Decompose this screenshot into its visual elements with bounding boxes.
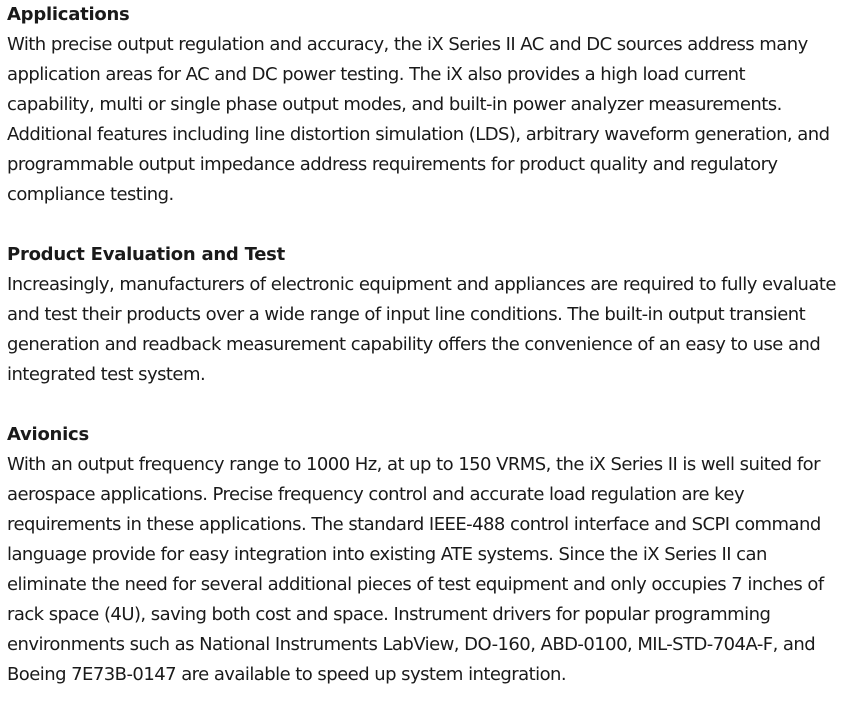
section-body: Increasingly, manufacturers of electronic equipment and appliances are required to fully evaluate and test their products over a wide range of input line conditions. The built-in output transient generation and readback measurement capability offers the convenience of an easy to use and integrated test system. [7, 274, 836, 385]
section-heading: Applications [7, 4, 130, 25]
section-applications [7, 0, 837, 210]
section-product-evaluation [7, 240, 837, 390]
section-body: With precise output regulation and accuracy, the iX Series II AC and DC sources address many application areas for AC and DC power testing. The iX also provides a high load current capability, multi or single phase output modes, and built-in power analyzer measurements. Additional features including line distortion simulation (LDS), arbitrary waveform generation, and programmable output impedance address requirements for product quality and regulatory compliance testing. [7, 34, 830, 205]
section-avionics [7, 420, 837, 690]
section-heading: Avionics [7, 424, 89, 445]
section-body: With an output frequency range to 1000 Hz, at up to 150 VRMS, the iX Series II is well suited for aerospace applications. Precise frequency control and accurate load regulation are key requirements in these applications. The standard IEEE-488 control interface and SCPI command language provide for easy integration into existing ATE systems. Since the iX Series II can eliminate the need for several additional pieces of test equipment and only occupies 7 inches of rack space (4U), saving both cost and space. Instrument drivers for popular programming environments such as National Instruments LabView, DO-160, ABD-0100, MIL-STD-704A-F, and Boeing 7E73B-0147 are available to speed up system integration. [7, 454, 824, 685]
section-heading: Product Evaluation and Test [7, 244, 285, 265]
